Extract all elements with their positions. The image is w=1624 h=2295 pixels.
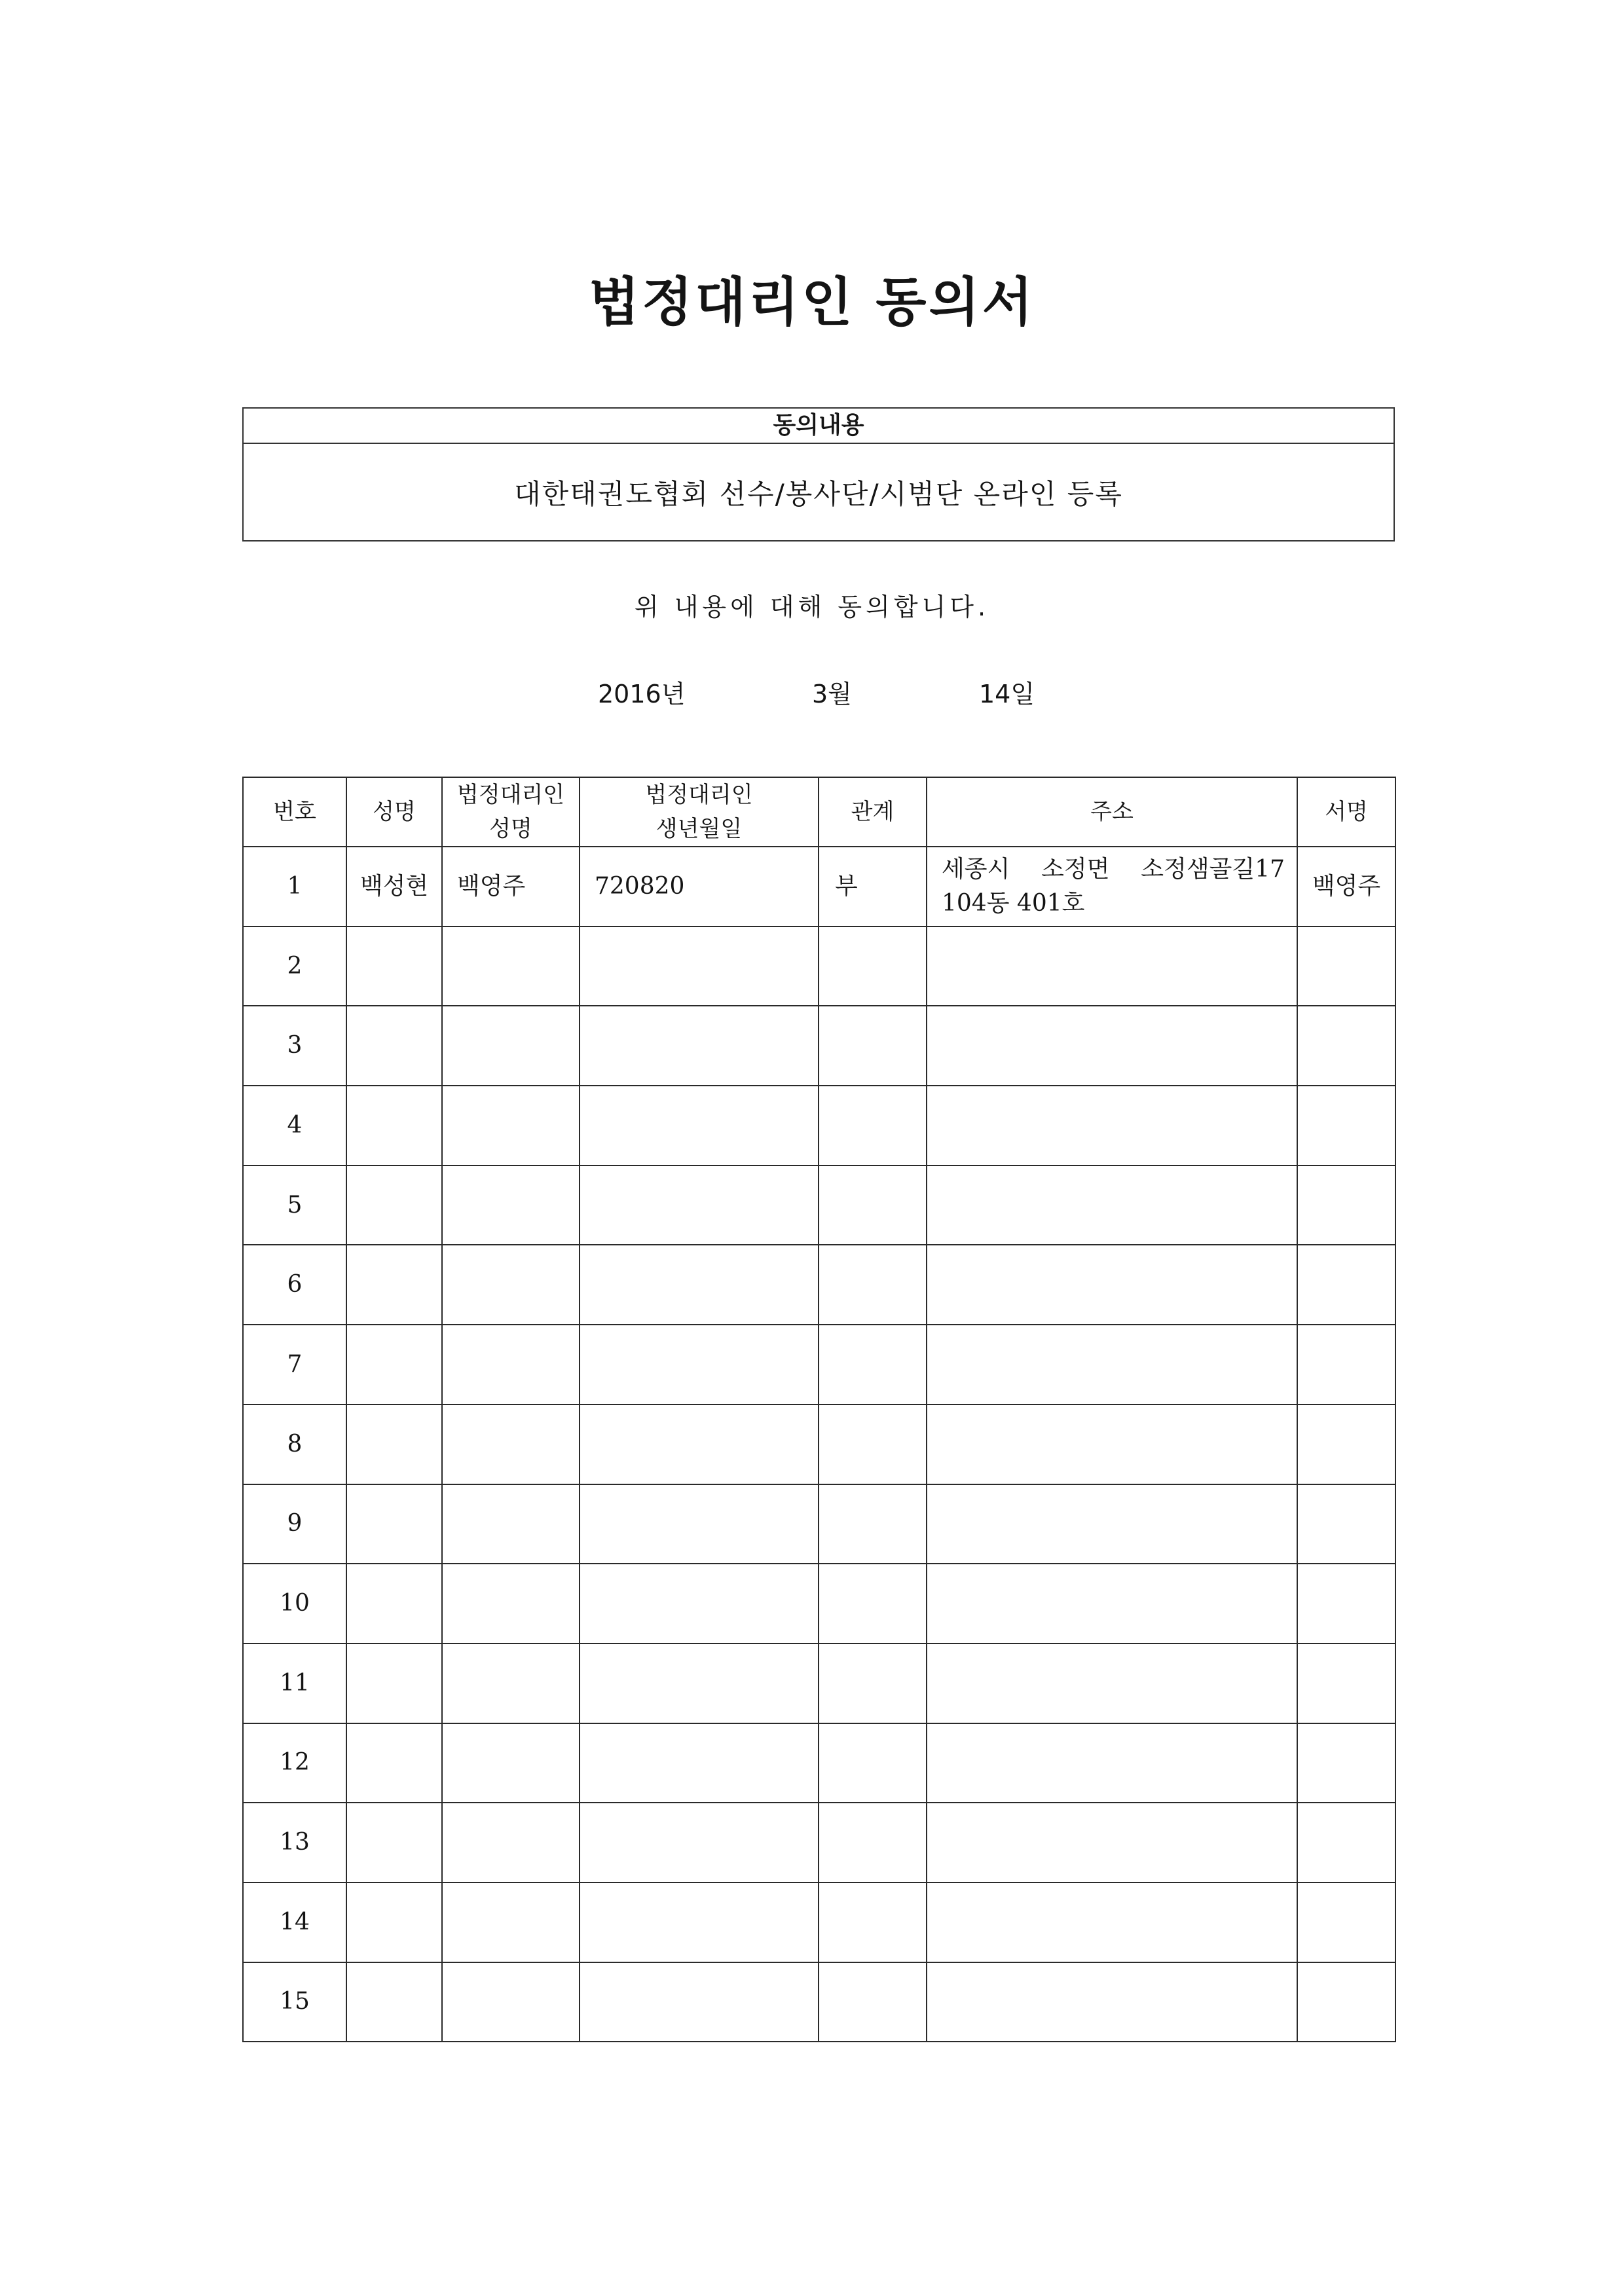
header-relation <box>819 777 927 847</box>
cell-guardian-name <box>442 1006 580 1086</box>
table-body <box>243 847 1395 2042</box>
cell-guardian-name <box>442 1245 580 1325</box>
cell-name <box>346 1405 442 1484</box>
cell-signature <box>1297 1006 1395 1086</box>
header-guardian-name-line1: 법정대리인 <box>456 782 565 808</box>
cell-no: 8 <box>243 1405 346 1484</box>
cell-name <box>346 927 442 1006</box>
cell-no: 13 <box>243 1803 346 1882</box>
cell-guardian-birth <box>580 927 819 1006</box>
cell-guardian-name <box>442 1484 580 1564</box>
cell-guardian-birth <box>580 1086 819 1166</box>
consent-header: 동의내용 <box>244 409 1393 444</box>
header-relation-label: 관계 <box>851 799 895 825</box>
cell-relation <box>819 1245 927 1325</box>
agreement-statement: 위 내용에 대해 동의합니다. <box>634 593 990 621</box>
cell-address <box>927 1564 1297 1643</box>
cell-guardian-name: 백영주 <box>442 847 580 927</box>
cell-address: 세종시 소정면 소정샘골길17 104동 401호 <box>927 847 1297 927</box>
cell-address <box>927 1405 1297 1484</box>
cell-guardian-name <box>442 927 580 1006</box>
cell-address <box>927 1166 1297 1245</box>
cell-guardian-birth <box>580 1325 819 1405</box>
cell-relation <box>819 1405 927 1484</box>
cell-name <box>346 1643 442 1723</box>
cell-signature <box>1297 1166 1395 1245</box>
header-guardian-birth <box>580 777 819 847</box>
cell-name <box>346 1166 442 1245</box>
cell-name <box>346 1564 442 1643</box>
cell-address <box>927 1643 1297 1723</box>
cell-guardian-name <box>442 1405 580 1484</box>
date-month: 3월 <box>812 680 852 708</box>
cell-signature <box>1297 1564 1395 1643</box>
cell-guardian-birth <box>580 1803 819 1882</box>
cell-no: 10 <box>243 1564 346 1643</box>
registration-table <box>242 777 1396 2042</box>
cell-guardian-birth <box>580 1962 819 2042</box>
header-name-label: 성명 <box>373 799 416 825</box>
cell-signature <box>1297 1723 1395 1803</box>
table-row <box>243 1723 1395 1803</box>
document-title: 법정대리인 동의서 <box>588 272 1036 333</box>
cell-signature <box>1297 1325 1395 1405</box>
cell-address <box>927 1006 1297 1086</box>
cell-relation <box>819 1166 927 1245</box>
header-guardian-name-line2: 성명 <box>489 816 532 842</box>
cell-name <box>346 1245 442 1325</box>
cell-name <box>346 1882 442 1962</box>
cell-guardian-birth <box>580 1405 819 1484</box>
cell-signature <box>1297 1882 1395 1962</box>
cell-name <box>346 1803 442 1882</box>
table-row <box>243 1086 1395 1166</box>
cell-relation <box>819 1882 927 1962</box>
cell-relation <box>819 1325 927 1405</box>
cell-address <box>927 1325 1297 1405</box>
cell-signature: 백영주 <box>1297 847 1395 927</box>
cell-signature <box>1297 1643 1395 1723</box>
header-no <box>243 777 346 847</box>
cell-no: 1 <box>243 847 346 927</box>
cell-address <box>927 927 1297 1006</box>
header-signature <box>1297 777 1395 847</box>
cell-guardian-birth <box>580 1245 819 1325</box>
table-row <box>243 1962 1395 2042</box>
cell-guardian-birth <box>580 1882 819 1962</box>
cell-guardian-name <box>442 1166 580 1245</box>
table-row <box>243 1484 1395 1564</box>
cell-name: 백성현 <box>346 847 442 927</box>
cell-address <box>927 1723 1297 1803</box>
table-row <box>243 1882 1395 1962</box>
cell-name <box>346 1006 442 1086</box>
table-row <box>243 1166 1395 1245</box>
cell-address <box>927 1245 1297 1325</box>
cell-guardian-name <box>442 1803 580 1882</box>
table-row <box>243 1245 1395 1325</box>
cell-signature <box>1297 1803 1395 1882</box>
cell-relation: 부 <box>819 847 927 927</box>
table-header-row <box>243 777 1395 847</box>
cell-signature <box>1297 1086 1395 1166</box>
consent-box <box>242 407 1395 542</box>
cell-signature <box>1297 1245 1395 1325</box>
consent-content <box>244 444 1393 540</box>
table-row <box>243 1803 1395 1882</box>
header-address-label: 주소 <box>1090 799 1134 825</box>
table-row <box>243 927 1395 1006</box>
cell-guardian-birth <box>580 1166 819 1245</box>
cell-guardian-name <box>442 1723 580 1803</box>
cell-address <box>927 1484 1297 1564</box>
cell-address <box>927 1086 1297 1166</box>
cell-guardian-name <box>442 1564 580 1643</box>
cell-no: 14 <box>243 1882 346 1962</box>
table-row <box>243 1643 1395 1723</box>
cell-guardian-name <box>442 1962 580 2042</box>
cell-no: 9 <box>243 1484 346 1564</box>
cell-no: 5 <box>243 1166 346 1245</box>
cell-no: 7 <box>243 1325 346 1405</box>
cell-guardian-birth <box>580 1006 819 1086</box>
table-row <box>243 1405 1395 1484</box>
cell-no: 15 <box>243 1962 346 2042</box>
consent-content-text: 대한태권도협회 선수/봉사단/시범단 온라인 등록 <box>514 477 1123 510</box>
cell-no: 12 <box>243 1723 346 1803</box>
cell-name <box>346 1962 442 2042</box>
table-row <box>243 1325 1395 1405</box>
header-signature-label: 서명 <box>1325 799 1368 825</box>
cell-guardian-birth <box>580 1643 819 1723</box>
cell-relation <box>819 1723 927 1803</box>
header-guardian-name <box>442 777 580 847</box>
cell-guardian-birth <box>580 1564 819 1643</box>
cell-guardian-birth <box>580 1723 819 1803</box>
cell-address <box>927 1962 1297 2042</box>
cell-guardian-name <box>442 1086 580 1166</box>
cell-no: 3 <box>243 1006 346 1086</box>
cell-signature <box>1297 1962 1395 2042</box>
cell-relation <box>819 1006 927 1086</box>
cell-relation <box>819 1564 927 1643</box>
cell-guardian-name <box>442 1882 580 1962</box>
cell-address <box>927 1882 1297 1962</box>
header-no-label: 번호 <box>273 799 316 825</box>
date-year: 2016년 <box>598 680 686 708</box>
cell-no: 6 <box>243 1245 346 1325</box>
table-row <box>243 847 1395 927</box>
header-guardian-birth-line2: 생년월일 <box>655 816 743 842</box>
cell-relation <box>819 927 927 1006</box>
date-day: 14일 <box>979 680 1035 708</box>
cell-relation <box>819 1803 927 1882</box>
table-row <box>243 1006 1395 1086</box>
cell-name <box>346 1086 442 1166</box>
cell-name <box>346 1723 442 1803</box>
cell-name <box>346 1484 442 1564</box>
cell-no: 11 <box>243 1643 346 1723</box>
cell-relation <box>819 1643 927 1723</box>
cell-guardian-birth <box>580 1484 819 1564</box>
cell-relation <box>819 1962 927 2042</box>
cell-guardian-name <box>442 1643 580 1723</box>
cell-guardian-birth: 720820 <box>580 847 819 927</box>
cell-no: 2 <box>243 927 346 1006</box>
cell-signature <box>1297 927 1395 1006</box>
table-row <box>243 1564 1395 1643</box>
header-name <box>346 777 442 847</box>
header-address <box>927 777 1297 847</box>
cell-guardian-name <box>442 1325 580 1405</box>
cell-relation <box>819 1484 927 1564</box>
cell-no: 4 <box>243 1086 346 1166</box>
cell-address <box>927 1803 1297 1882</box>
cell-name <box>346 1325 442 1405</box>
cell-signature <box>1297 1405 1395 1484</box>
cell-relation <box>819 1086 927 1166</box>
header-guardian-birth-line1: 법정대리인 <box>645 782 753 808</box>
cell-signature <box>1297 1484 1395 1564</box>
